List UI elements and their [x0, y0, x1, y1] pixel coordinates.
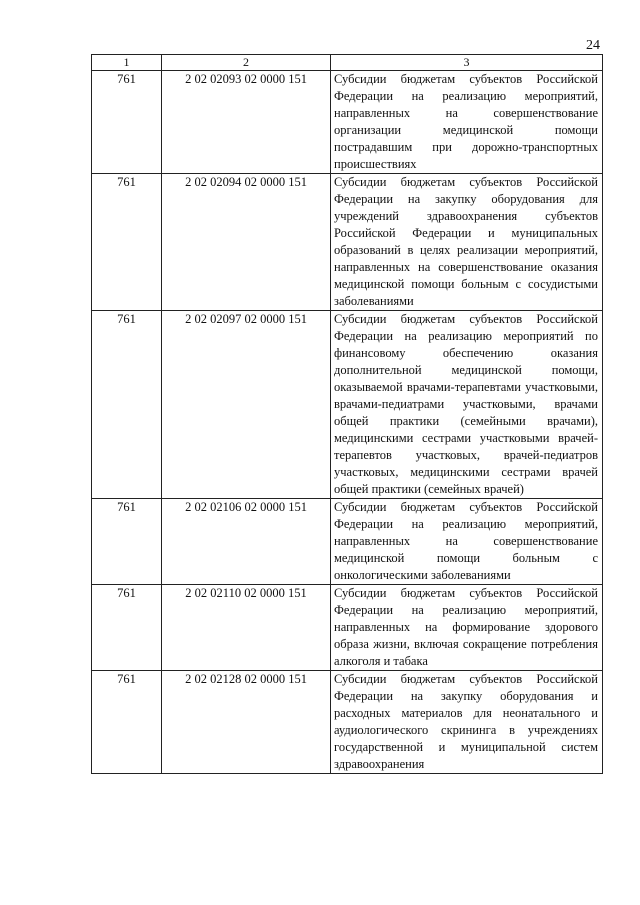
kbk-code-cell: 2 02 02093 02 0000 151 [162, 71, 331, 174]
column-header-2: 2 [162, 55, 331, 71]
description-cell: Субсидии бюджетам субъектов Российской Федерации на закупку оборудования для учреждений здравоохранения субъектов Российской Федерации и муниципальных образований в целях реализации мероприятий, направленных на совершенствование оказания медицинской помощи больным с сосудистыми заболеваниями [331, 174, 603, 311]
admin-code-cell: 761 [92, 671, 162, 774]
admin-code-cell: 761 [92, 174, 162, 311]
budget-revenue-table [91, 54, 603, 774]
table-row [92, 311, 603, 499]
admin-code-cell: 761 [92, 585, 162, 671]
column-header-3: 3 [331, 55, 603, 71]
description-cell: Субсидии бюджетам субъектов Российской Федерации на реализацию мероприятий по финансовому обеспечению оказания дополнительной медицинской помощи, оказываемой врачами-терапевтами участковыми, врачами-педиатрами участковыми, врачами общей практики (семейными врачами), медицинскими сестрами участковыми врачей-терапевтов участковых, врачей-педиатров участковых, медицинскими сестрами врачей общей практики (семейных врачей) [331, 311, 603, 499]
kbk-code-cell: 2 02 02110 02 0000 151 [162, 585, 331, 671]
table-header-row [92, 55, 603, 71]
admin-code-cell: 761 [92, 71, 162, 174]
kbk-code-cell: 2 02 02128 02 0000 151 [162, 671, 331, 774]
kbk-code-cell: 2 02 02094 02 0000 151 [162, 174, 331, 311]
admin-code-cell: 761 [92, 311, 162, 499]
table-row [92, 671, 603, 774]
column-header-1: 1 [92, 55, 162, 71]
table-row [92, 585, 603, 671]
description-cell: Субсидии бюджетам субъектов Российской Федерации на реализацию мероприятий, направленных на формирование здорового образа жизни, включая сокращение потребления алкоголя и табака [331, 585, 603, 671]
kbk-code-cell: 2 02 02097 02 0000 151 [162, 311, 331, 499]
page-number: 24 [586, 38, 600, 53]
description-cell: Субсидии бюджетам субъектов Российской Федерации на закупку оборудования и расходных материалов для неонатального и аудиологического скрининга в учреждениях государственной и муниципальной систем здравоохранения [331, 671, 603, 774]
kbk-code-cell: 2 02 02106 02 0000 151 [162, 499, 331, 585]
table-row [92, 499, 603, 585]
description-cell: Субсидии бюджетам субъектов Российской Федерации на реализацию мероприятий, направленных на совершенствование организации медицинской помощи пострадавшим при дорожно-транспортных происшествиях [331, 71, 603, 174]
description-cell: Субсидии бюджетам субъектов Российской Федерации на реализацию мероприятий, направленных на совершенствование медицинской помощи больным с онкологическими заболеваниями [331, 499, 603, 585]
admin-code-cell: 761 [92, 499, 162, 585]
table-row [92, 71, 603, 174]
table-row [92, 174, 603, 311]
